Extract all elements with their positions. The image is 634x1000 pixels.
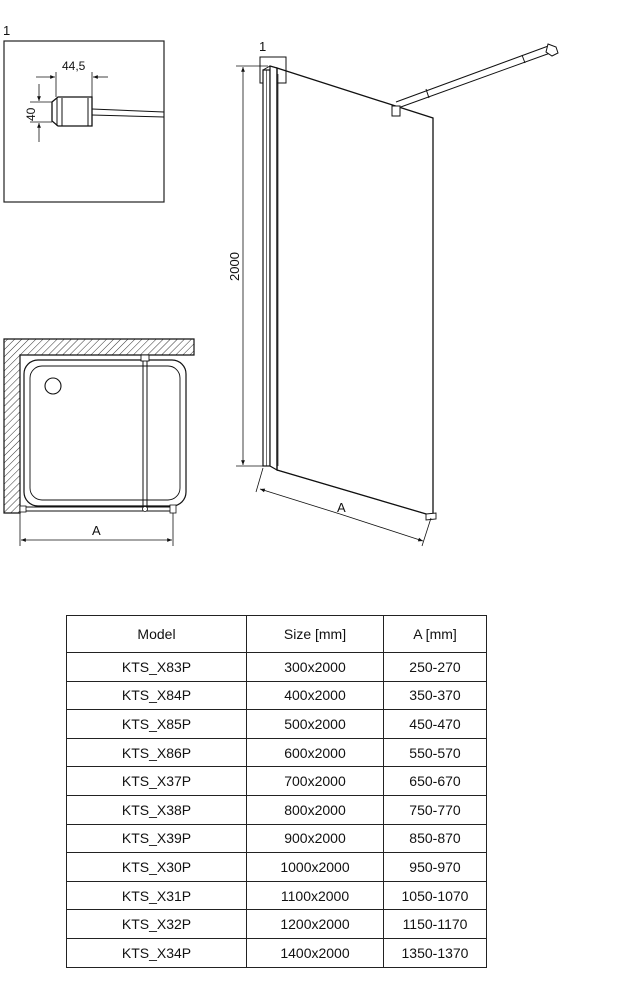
glass-panel (270, 66, 436, 520)
size-cell: 600x2000 (247, 738, 384, 767)
a-cell: 1150-1170 (384, 910, 487, 939)
shower-tray-inner (30, 366, 180, 500)
table-row (67, 938, 487, 967)
width-dimension-detail (36, 59, 108, 97)
table-row (67, 795, 487, 824)
a-cell: 350-370 (384, 681, 487, 710)
main-callout-label: 1 (259, 39, 267, 54)
model-cell: KTS_X32P (67, 910, 247, 939)
model-cell: KTS_X37P (67, 767, 247, 796)
model-cell: KTS_X84P (67, 681, 247, 710)
model-cell: KTS_X83P (67, 653, 247, 682)
a-cell: 250-270 (384, 653, 487, 682)
table-header-row (67, 616, 487, 653)
a-cell: 750-770 (384, 795, 487, 824)
spec-table (66, 615, 487, 968)
model-cell: KTS_X34P (67, 938, 247, 967)
stabilizer-bar-plan (141, 355, 149, 508)
table-row (67, 824, 487, 853)
table-row (67, 653, 487, 682)
a-cell: 850-870 (384, 824, 487, 853)
main-width-dim-label: A (337, 500, 346, 515)
table-row (67, 738, 487, 767)
model-cell: KTS_X86P (67, 738, 247, 767)
size-cell: 900x2000 (247, 824, 384, 853)
model-cell: KTS_X31P (67, 881, 247, 910)
model-cell: KTS_X85P (67, 710, 247, 739)
size-cell: 1200x2000 (247, 910, 384, 939)
size-cell: 800x2000 (247, 795, 384, 824)
corner-walls-hatch (4, 339, 194, 513)
detail-view (3, 23, 164, 202)
table-row (67, 881, 487, 910)
size-cell: 500x2000 (247, 710, 384, 739)
size-cell: 700x2000 (247, 767, 384, 796)
column-header-a: A [mm] (384, 616, 487, 653)
model-cell: KTS_X39P (67, 824, 247, 853)
a-cell: 450-470 (384, 710, 487, 739)
column-header-size: Size [mm] (247, 616, 384, 653)
wall-bracket-detail (52, 97, 92, 126)
table-row (67, 767, 487, 796)
table-row (67, 853, 487, 882)
table-row (67, 710, 487, 739)
height-dimension-detail (24, 84, 52, 142)
stabilizer-bar-detail (92, 109, 164, 117)
table-row (67, 681, 487, 710)
plan-width-dim-label: A (92, 523, 101, 538)
model-cell: KTS_X30P (67, 853, 247, 882)
size-cell: 1000x2000 (247, 853, 384, 882)
plan-view (4, 339, 194, 546)
size-cell: 300x2000 (247, 653, 384, 682)
height-dimension-main (227, 66, 268, 466)
height-dim-label: 40 (24, 107, 38, 121)
stabilizer-bar (392, 44, 558, 116)
shower-tray-outer (24, 360, 186, 506)
a-cell: 1050-1070 (384, 881, 487, 910)
main-height-dim-label: 2000 (227, 252, 242, 281)
width-dim-label: 44,5 (62, 59, 86, 73)
wall-profile (263, 66, 270, 466)
size-cell: 400x2000 (247, 681, 384, 710)
table-row (67, 910, 487, 939)
perspective-view (227, 39, 558, 546)
width-dimension-plan (20, 513, 173, 546)
a-cell: 550-570 (384, 738, 487, 767)
model-cell: KTS_X38P (67, 795, 247, 824)
size-cell: 1400x2000 (247, 938, 384, 967)
a-cell: 1350-1370 (384, 938, 487, 967)
a-cell: 950-970 (384, 853, 487, 882)
detail-callout-label: 1 (3, 23, 11, 38)
glass-clamp (392, 106, 400, 116)
a-cell: 650-670 (384, 767, 487, 796)
drain-icon (45, 378, 61, 394)
size-cell: 1100x2000 (247, 881, 384, 910)
column-header-model: Model (67, 616, 247, 653)
